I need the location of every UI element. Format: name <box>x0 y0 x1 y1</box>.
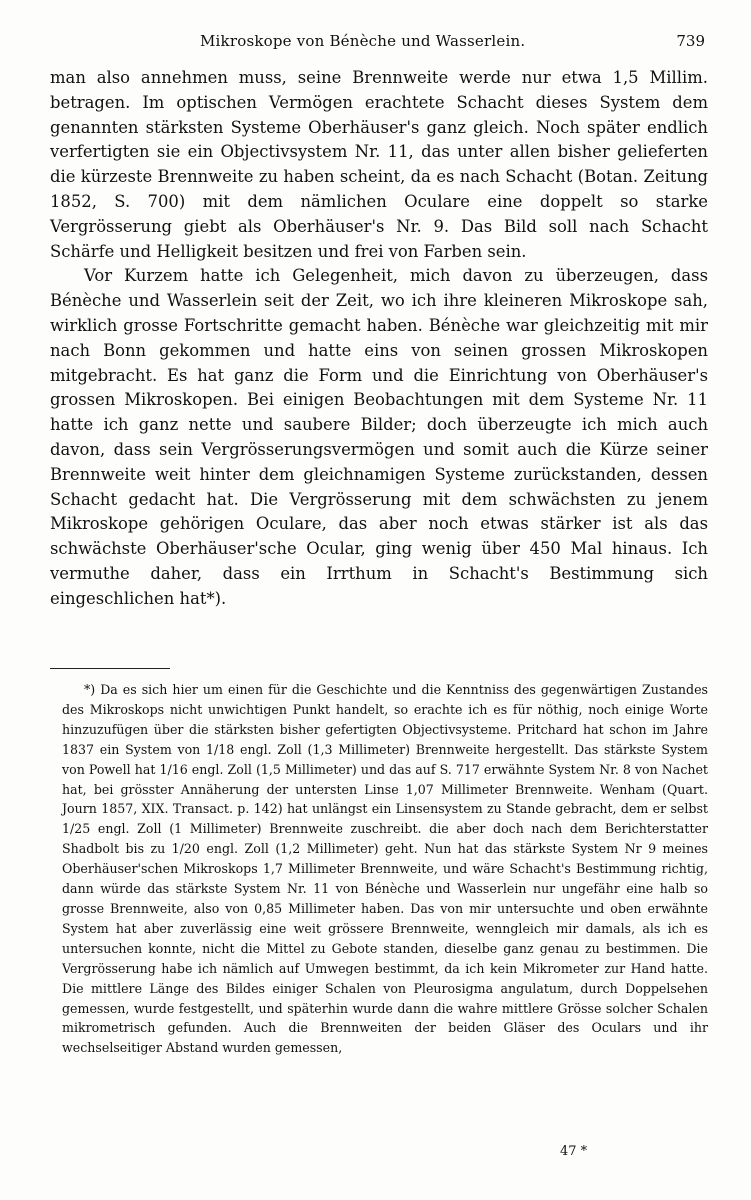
running-title: Mikroskope von Bénèche und Wasserlein. <box>200 32 526 50</box>
paragraph-2: Vor Kurzem hatte ich Gelegenheit, mich davon zu überzeugen, dass Bénèche und Wasserlein seit der Zeit, wo ich ihre kleineren Mikroskope sah, wirklich grosse Fortschritte gemacht haben. Bénèche war gleichzeitig mit mir nach Bonn gekommen und hatte eins von seinen grossen Mikroskopen mitgebracht. Es hat ganz die Form und die Einrichtung von Oberhäuser's grossen Mikroskopen. Bei einigen Beobachtungen mit dem Systeme Nr. 11 hatte ich ganz nette und saubere Bilder; doch überzeugte ich mich auch davon, dass sein Vergrösserungsvermögen und somit auch die Kürze seiner Brennweite weit hinter dem gleichnamigen Systeme zurückstanden, dessen Schacht gedacht hat. Die Vergrösserung mit dem schwächsten zu jenem Mikroskope gehörigen Oculare, das aber noch etwas stärker ist als das schwächste Oberhäuser'sche Ocular, ging wenig über 450 Mal hinaus. Ich vermuthe daher, dass ein Irrthum in Schacht's Bestimmung sich eingeschlichen hat*). <box>50 266 708 608</box>
footnote-divider <box>50 668 170 669</box>
paragraph-1: man also annehmen muss, seine Brennweite werde nur etwa 1,5 Millim. betragen. Im optischen Vermögen erachtete Schacht dieses System dem genannten stärksten Systeme Oberhäuser's ganz gleich. Noch später endlich verfertigten sie ein Objectivsystem Nr. 11, das unter allen bisher gelieferten die kürzeste Brennweite zu haben scheint, da es nach Schacht (Botan. Zeitung 1852, S. 700) mit dem nämlichen Oculare eine doppelt so starke Vergrösserung giebt als Oberhäuser's Nr. 9. Das Bild soll nach Schacht Schärfe und Helligkeit besitzen und frei von Farben sein. <box>50 68 708 261</box>
footnote <box>62 680 708 1058</box>
signature-mark: 47 * <box>560 1144 588 1159</box>
page-number: 739 <box>676 32 705 50</box>
main-text <box>50 66 708 612</box>
footnote-text: *) Da es sich hier um einen für die Geschichte und die Kenntniss des gegenwärtigen Zustandes des Mikroskops nicht unwichtigen Punkt handelt, so erachte ich es für nöthig, noch einige Worte hinzuzufügen über die stärksten bisher gefertigten Objectivsysteme. Pritchard hat schon im Jahre 1837 ein System von 1/18 engl. Zoll (1,3 Millimeter) Brennweite hergestellt. Das stärkste System von Powell hat 1/16 engl. Zoll (1,5 Millimeter) und das auf S. 717 erwähnte System Nr. 8 von Nachet hat, bei grösster Annäherung der untersten Linse 1,07 Millimeter Brennweite. Wenham (Quart. Journ 1857, XIX. Transact. p. 142) hat unlängst ein Linsensystem zu Stande gebracht, dem er selbst 1/25 engl. Zoll (1 Millimeter) Brennweite zuschreibt. die aber doch nach dem Berichterstatter Shadbolt bis zu 1/20 engl. Zoll (1,2 Millimeter) geht. Nun hat das stärkste System Nr 9 meines Oberhäuser'schen Mikroskops 1,7 Millimeter Brennweite, und wäre Schacht's Bestimmung richtig, dann würde das stärkste System Nr. 11 von Bénèche und Wasserlein nur ungefähr eine halb so grosse Brennweite, also von 0,85 Millimeter haben. Das von mir untersuchte und oben erwähnte System hat aber zuverlässig eine weit grössere Brennweite, wenngleich mir damals, als ich es untersuchen konnte, nicht die Mittel zu Gebote standen, dieselbe ganz genau zu bestimmen. Die Vergrösserung habe ich nämlich auf Umwegen bestimmt, da ich kein Mikrometer zur Hand hatte. Die mittlere Länge des Bildes einiger Schalen von Pleurosigma angulatum, durch Doppelsehen gemessen, wurde festgestellt, und späterhin wurde dann die wahre mittlere Grösse solcher Schalen mikrometrisch gefunden. Auch die Brennweiten der beiden Gläser des Oculars und ihr wechselseitiger Abstand wurden gemessen, <box>62 682 708 1056</box>
running-header <box>50 32 705 60</box>
